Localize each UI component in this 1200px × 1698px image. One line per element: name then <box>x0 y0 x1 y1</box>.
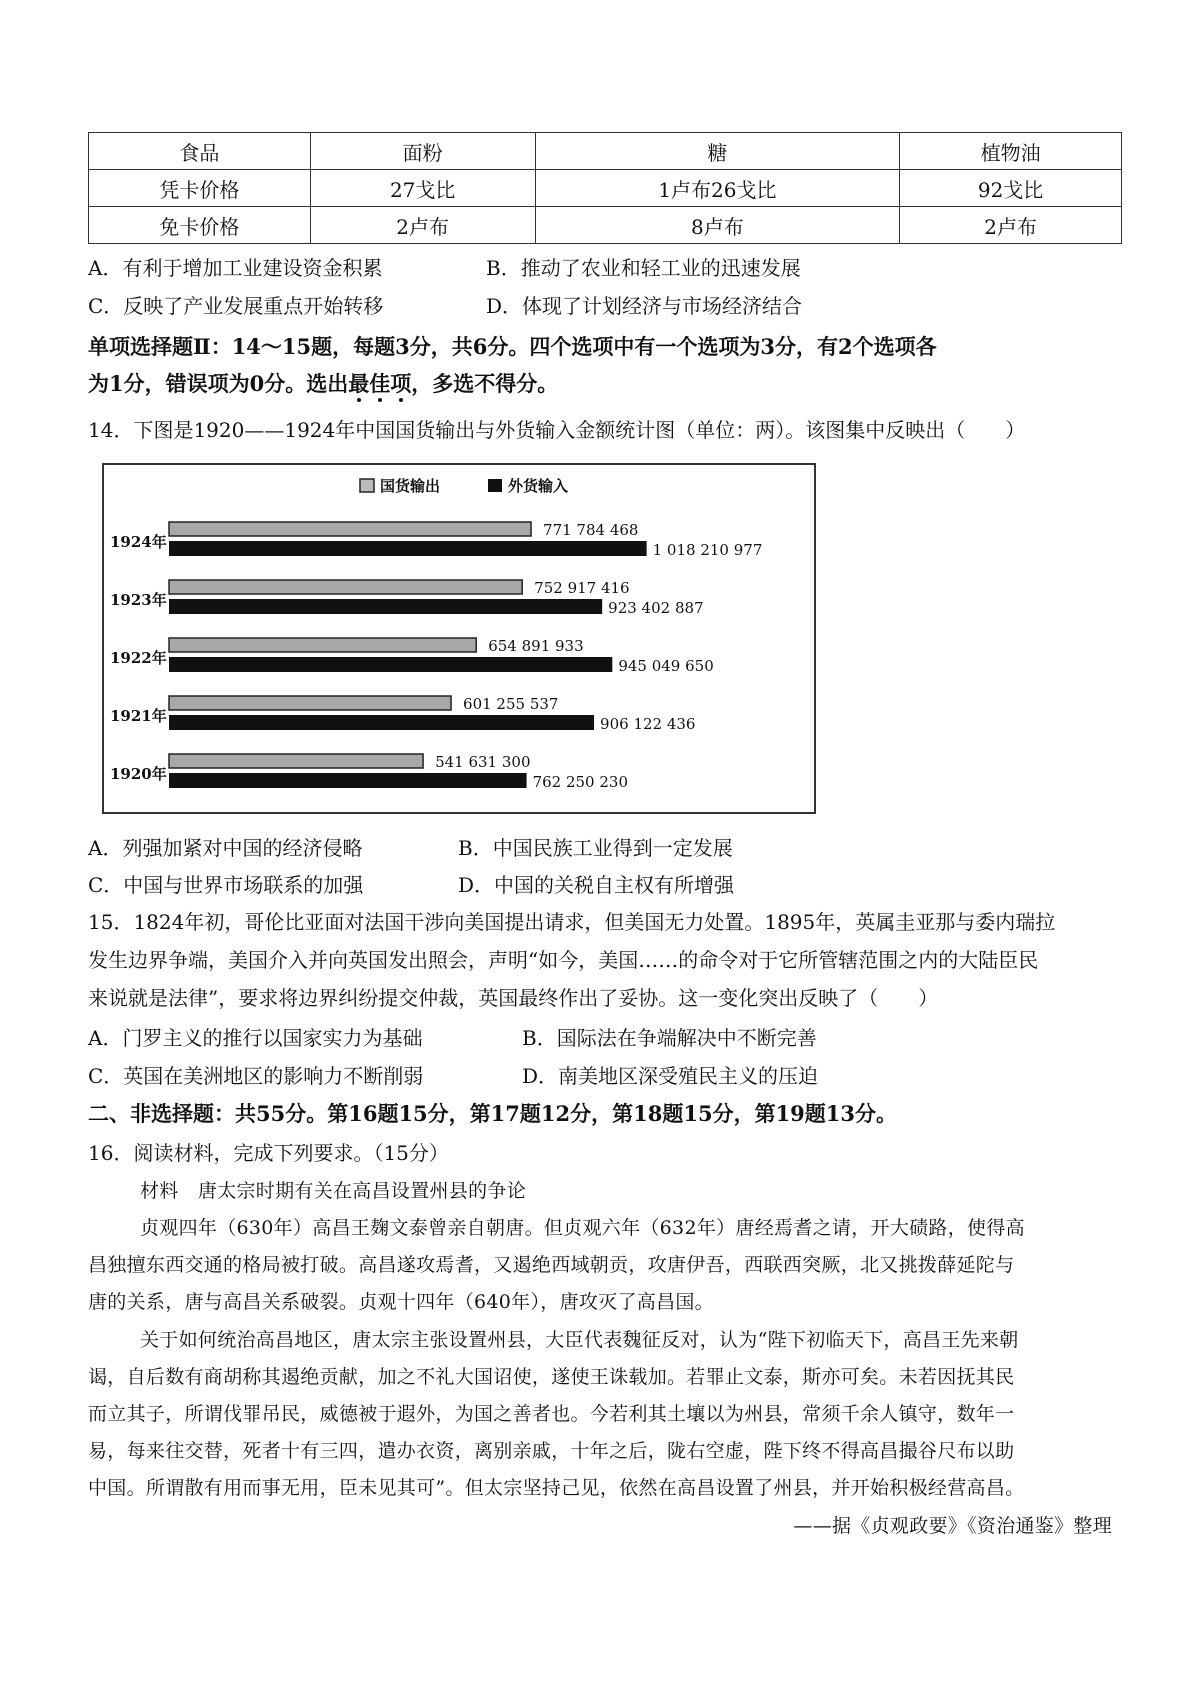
q15-option-b: B．国际法在争端解决中不断完善 <box>522 1026 817 1050</box>
table-header-cell: 面粉 <box>310 133 535 170</box>
q15-stem-line2: 发生边界争端，美国介入并向英国发出照会，声明“如今，美国……的命令对于它所管辖范围之内的大陆臣民 <box>88 948 1039 972</box>
legend-swatch-0 <box>360 479 374 492</box>
table-cell: 8卢布 <box>535 207 900 244</box>
legend-swatch-1 <box>488 479 502 492</box>
category-label: 1921年 <box>110 707 167 725</box>
material-source: ——据《贞观政要》《资治通鉴》整理 <box>793 1515 1112 1537</box>
table-cell: 2卢布 <box>310 207 535 244</box>
data-label-export: 654 891 933 <box>488 637 584 655</box>
bar-export <box>169 580 522 594</box>
category-label: 1920年 <box>110 765 167 783</box>
material-paragraph-line: 中国。所谓散有用而事无用，臣未见其可”。但太宗坚持己见，依然在高昌设置了州县，并开始积极经营高昌。 <box>88 1477 1025 1499</box>
q13-option-b: B．推动了农业和轻工业的迅速发展 <box>486 256 801 280</box>
legend-label: 国货输出 <box>380 477 441 495</box>
emphasis-char: 项 <box>390 371 412 396</box>
data-label-export: 752 917 416 <box>534 579 630 597</box>
material-paragraph-line: 昌独擅东西交通的格局被打破。高昌遂攻焉耆，又遏绝西域朝贡，攻唐伊吾，西联西突厥，北又挑拨薛延陀与 <box>88 1254 1015 1276</box>
bar-export <box>169 638 476 652</box>
material-paragraph-line: 唐的关系，唐与高昌关系破裂。贞观十四年（640年），唐攻灭了高昌国。 <box>88 1291 714 1313</box>
data-label-import: 945 049 650 <box>618 657 714 675</box>
table-header-cell: 食品 <box>89 133 311 170</box>
bar-export <box>169 754 423 768</box>
section-heading-line2 <box>88 370 558 398</box>
category-label: 1924年 <box>110 533 167 551</box>
part2-heading: 二、非选择题：共55分。第16题15分，第17题12分，第18题15分，第19题13分。 <box>88 1101 898 1126</box>
chart-canvas <box>104 465 814 812</box>
data-label-import: 923 402 887 <box>608 599 704 617</box>
table-header-cell: 植物油 <box>900 133 1122 170</box>
data-label-export: 541 631 300 <box>435 753 531 771</box>
bar-import <box>169 599 602 614</box>
table-cell: 免卡价格 <box>89 207 311 244</box>
data-label-export: 601 255 537 <box>463 695 559 713</box>
material-paragraph-line: 而立其子，所谓伐罪吊民，威德被于遐外，为国之善者也。今若利其土壤以为州县，常须千余人镇守，数年一 <box>88 1403 1015 1425</box>
table-row <box>89 170 1122 207</box>
material-paragraph-line: 关于如何统治高昌地区，唐太宗主张设置州县，大臣代表魏征反对，认为“陛下初临天下，高昌王先来朝 <box>140 1329 1019 1351</box>
bar-import <box>169 715 594 730</box>
emphasis-char: 佳 <box>369 371 391 396</box>
bar-export <box>169 696 451 710</box>
q15-option-c: C．英国在美洲地区的影响力不断削弱 <box>88 1064 424 1088</box>
section-heading-line1: 单项选择题Ⅱ：14～15题，每题3分，共6分。四个选项中有一个选项为3分，有2个选项各 <box>88 334 937 359</box>
section-heading-text: ，多选不得分。 <box>411 371 559 396</box>
data-label-import: 762 250 230 <box>532 773 629 791</box>
material-paragraph-line: 贞观四年（630年）高昌王麹文泰曾亲自朝唐。但贞观六年（632年）唐经焉耆之请，开大碛路，使得高 <box>140 1217 1025 1239</box>
q13-option-c: C．反映了产业发展重点开始转移 <box>88 294 384 318</box>
q15-option-a: A．门罗主义的推行以国家实力为基础 <box>88 1026 423 1050</box>
emphasis-char: 最 <box>348 371 370 396</box>
q14-option-c: C．中国与世界市场联系的加强 <box>88 873 364 897</box>
table-cell: 凭卡价格 <box>89 170 311 207</box>
table-cell: 1卢布26戈比 <box>535 170 900 207</box>
table-header-cell: 糖 <box>535 133 900 170</box>
section-heading-text: 为1分，错误项为0分。选出 <box>88 371 349 396</box>
table-header-row <box>89 133 1122 170</box>
q13-option-a: A．有利于增加工业建设资金积累 <box>88 256 383 280</box>
table-row <box>89 207 1122 244</box>
q14-option-b: B．中国民族工业得到一定发展 <box>458 836 733 860</box>
material-paragraph-line: 谒，自后数有商胡称其遏绝贡献，加之不礼大国诏使，遂使王诛载加。若罪止文泰，斯亦可矣。未若因抚其民 <box>88 1366 1015 1388</box>
bar-import <box>169 657 612 672</box>
q15-option-d: D．南美地区深受殖民主义的压迫 <box>522 1064 819 1088</box>
material-paragraph-line: 易，每来往交替，死者十有三四，遣办衣资，离别亲戚，十年之后，陇右空虚，陛下终不得高昌撮谷尺布以助 <box>88 1440 1015 1462</box>
data-label-export: 771 784 468 <box>543 521 639 539</box>
table-cell: 27戈比 <box>310 170 535 207</box>
category-label: 1922年 <box>110 649 167 667</box>
legend-label: 外货输入 <box>508 477 569 495</box>
category-label: 1923年 <box>110 591 167 609</box>
q14-option-a: A．列强加紧对中国的经济侵略 <box>88 836 363 860</box>
material-title: 材料 唐太宗时期有关在高昌设置州县的争论 <box>140 1180 527 1202</box>
bar-import <box>169 773 527 788</box>
trade-bar-chart <box>102 463 816 814</box>
table-cell: 2卢布 <box>900 207 1122 244</box>
q14-option-d: D．中国的关税自主权有所增强 <box>458 873 735 897</box>
data-label-import: 906 122 436 <box>600 715 696 733</box>
q14-stem: 14．下图是1920——1924年中国国货输出与外货输入金额统计图（单位：两）。该图集中反映出（ ） <box>88 418 1026 442</box>
bar-export <box>169 522 531 536</box>
price-table <box>88 132 1122 244</box>
q15-stem-line3: 来说就是法律”，要求将边界纠纷提交仲裁，英国最终作出了妥协。这一变化突出反映了（ ） <box>88 986 939 1010</box>
q15-stem-line1: 15．1824年初，哥伦比亚面对法国干涉向美国提出请求，但美国无力处置。1895年，英属圭亚那与委内瑞拉 <box>88 910 1056 934</box>
data-label-import: 1 018 210 977 <box>652 541 763 559</box>
q16-stem: 16．阅读材料，完成下列要求。（15分） <box>88 1141 449 1165</box>
bar-import <box>169 541 647 556</box>
table-cell: 92戈比 <box>900 170 1122 207</box>
q13-option-d: D．体现了计划经济与市场经济结合 <box>486 294 803 318</box>
